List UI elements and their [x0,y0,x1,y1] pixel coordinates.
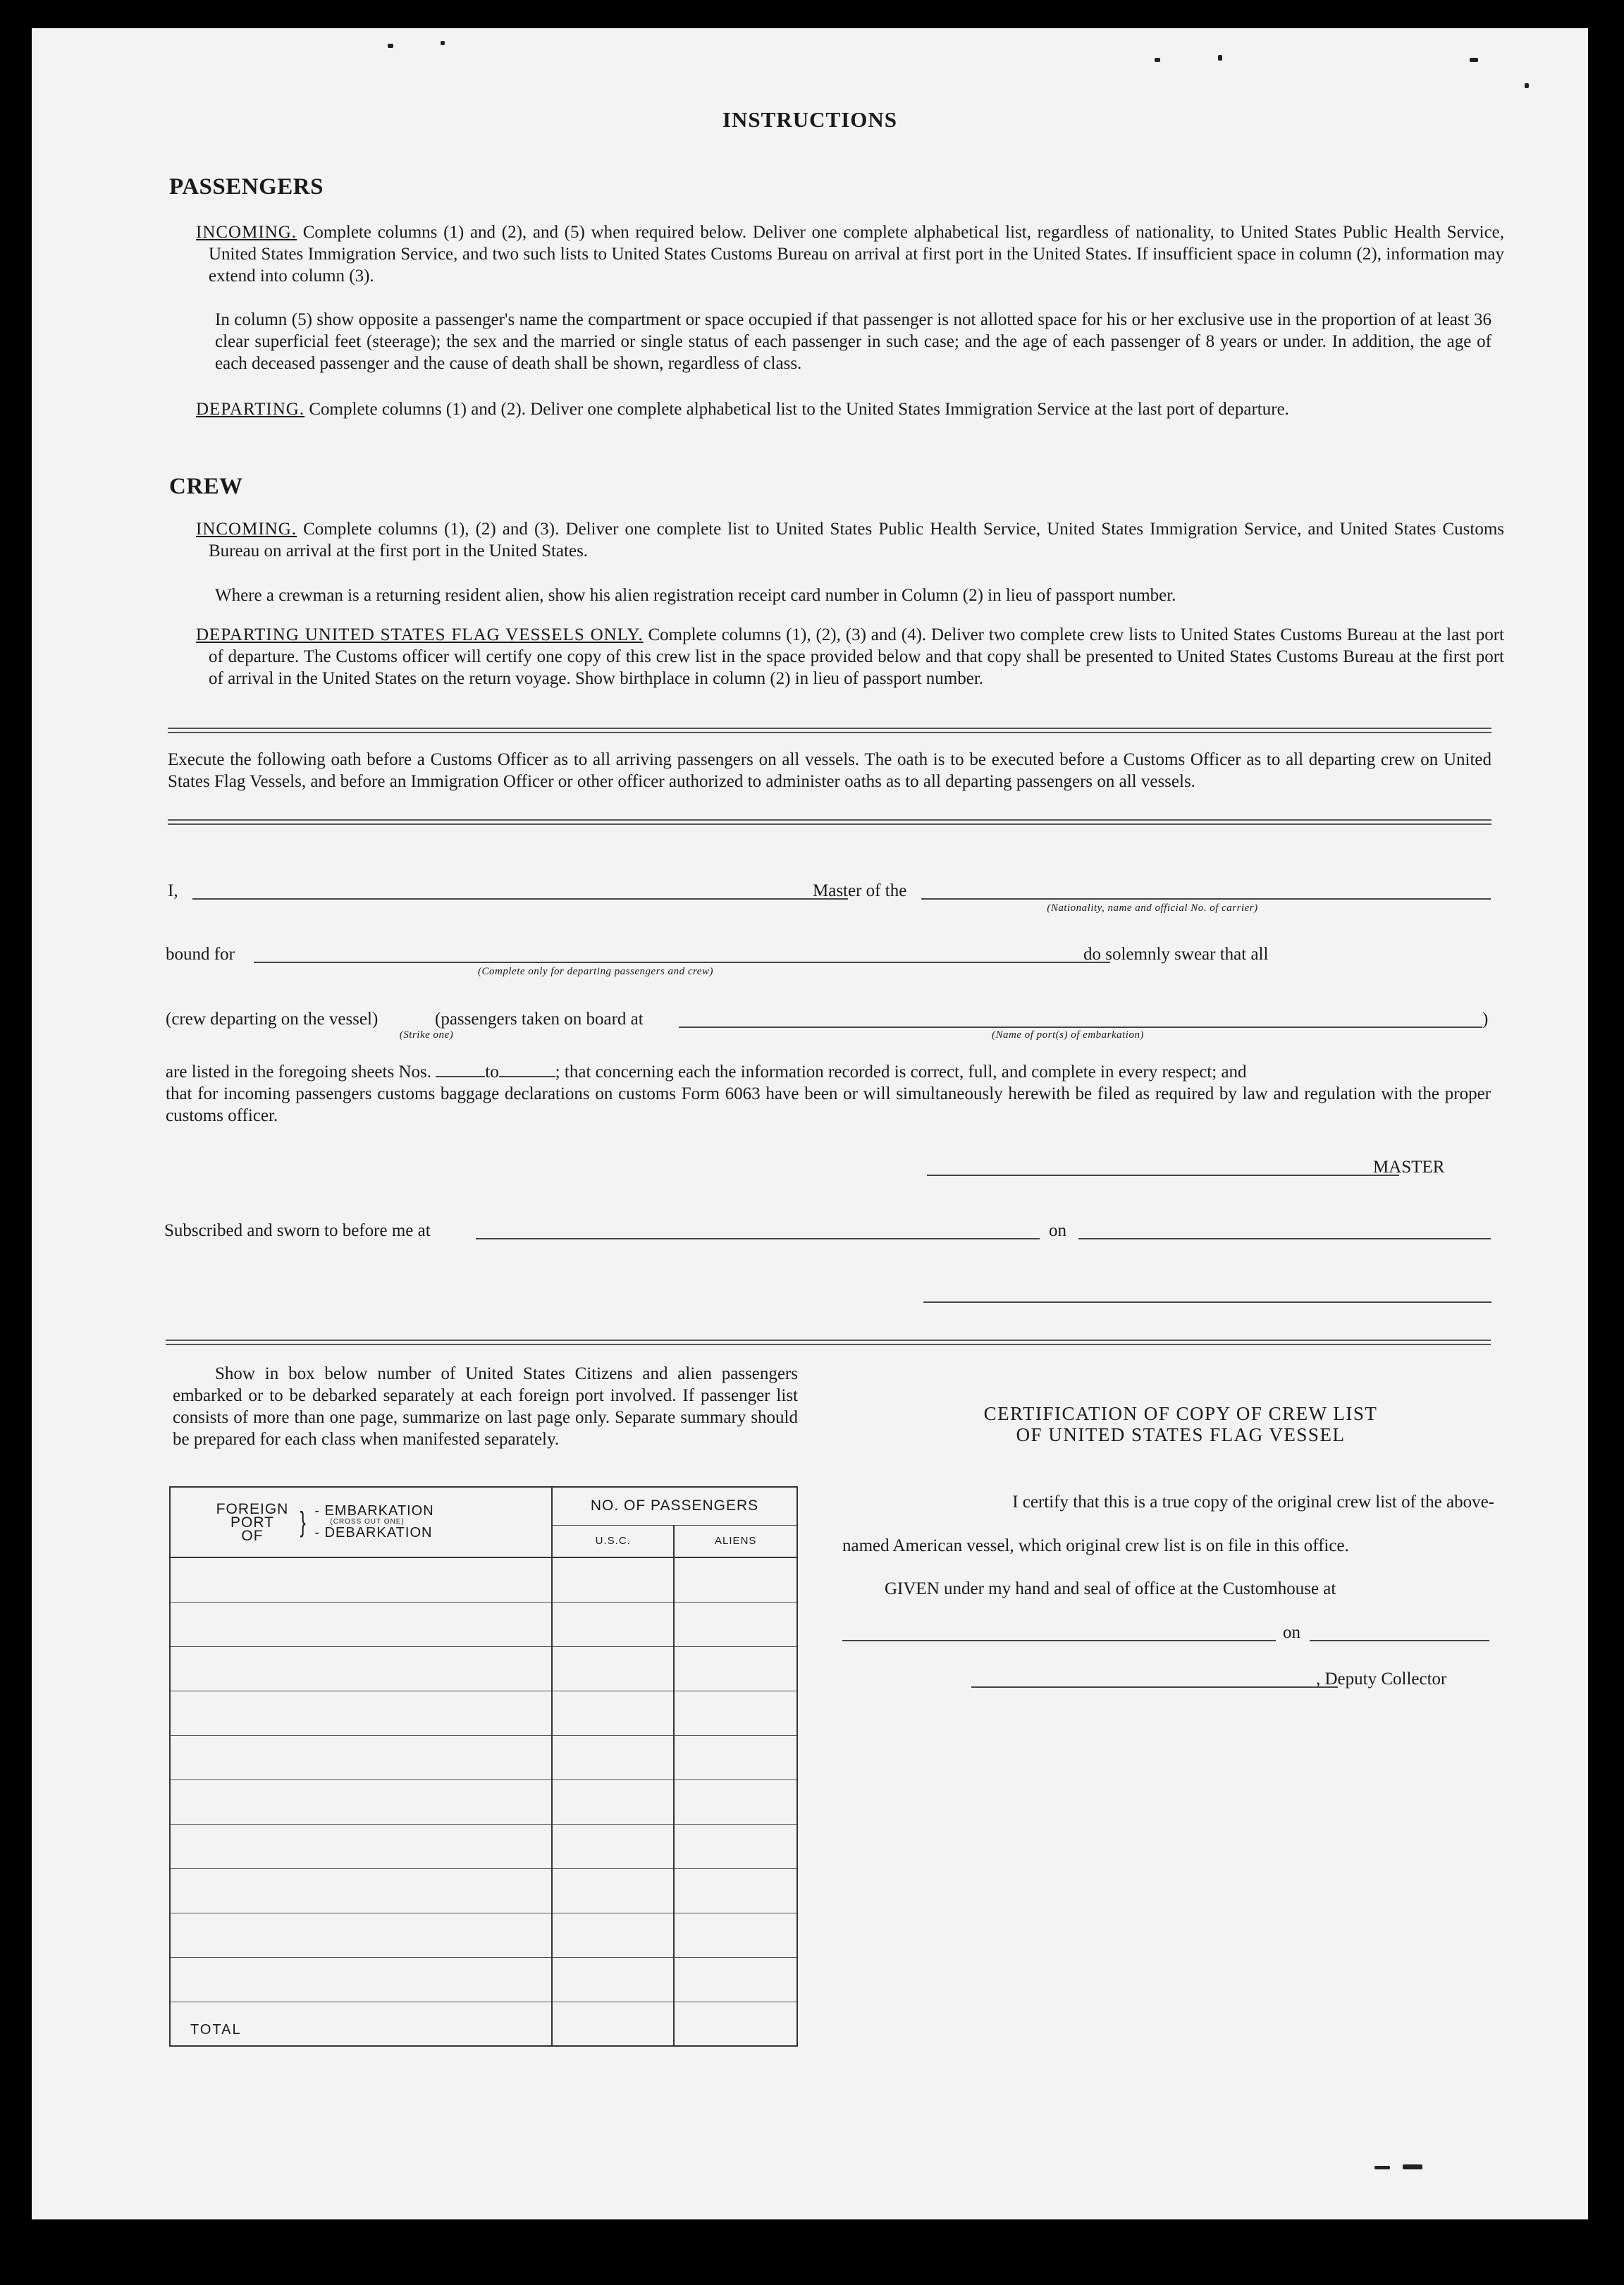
passengers-departing-text: Complete columns (1) and (2). Deliver one complete alphabetical list to the United States Immigration Service at the last port of departure. [309,400,1289,419]
no-of-passengers-header: NO. OF PASSENGERS [552,1487,797,1525]
port-header-cell [170,1487,552,1557]
scan-speck [1403,2164,1422,2169]
scan-speck [441,41,445,45]
listed-line-2: that for incoming passengers customs baggage declarations on customs Form 6063 have been or will simultaneously herewith be filed as required by law and regulation with the proper customs officer. [166,1084,1491,1125]
scan-speck [1218,55,1222,61]
officer-signature-field[interactable] [923,1301,1491,1303]
aliens-cell[interactable] [674,1736,797,1780]
port-cell[interactable] [170,1958,552,2002]
close-paren: ) [1482,1010,1489,1029]
certify-line-1: I certify that this is a true copy of the original crew list of the above- [1012,1493,1494,1512]
usc-header: U.S.C. [552,1525,674,1557]
crew-resident-paragraph: Where a crewman is a returning resident alien, show his alien registration receipt card number in Column (2) in lieu of passport number. [215,586,1176,605]
port-cell[interactable] [170,1736,552,1780]
given-line: GIVEN under my hand and seal of office at the Customhouse at [885,1579,1336,1598]
port-cell[interactable] [170,1603,552,1647]
crew-incoming-text: Complete columns (1), (2) and (3). Deliver one complete list to United States Public Health Service, United States Immigration Service, and United States Customs Bureau on arrival at the first port in the United States. [209,520,1504,560]
usc-cell[interactable] [552,1958,674,2002]
section-divider [168,728,1491,733]
table-row [170,1557,797,1603]
certify-line-2: named American vessel, which original crew list is on file in this office. [842,1536,1349,1555]
cross-out-note: (CROSS OUT ONE) [330,1518,405,1526]
master-of-label: Master of the [813,881,907,900]
carrier-caption: (Nationality, name and official No. of carrier) [1047,902,1258,914]
passengers-departing-label: DEPARTING. [196,400,305,419]
page-title: INSTRUCTIONS [722,107,897,132]
passengers-incoming-label: INCOMING. [196,223,297,242]
aliens-cell[interactable] [674,1603,797,1647]
usc-cell[interactable] [552,1780,674,1825]
bound-for-caption: (Complete only for departing passengers and crew) [478,966,713,977]
listed-prefix: are listed in the foregoing sheets Nos. [166,1062,431,1082]
port-cell[interactable] [170,1825,552,1869]
total-label: TOTAL [170,2002,552,2046]
crew-departing-paragraph [196,624,1504,690]
usc-cell[interactable] [552,1603,674,1647]
master-name-field[interactable] [192,898,848,900]
table-row [170,1647,797,1691]
strike-caption: (Strike one) [399,1029,454,1041]
total-aliens-cell[interactable] [674,2002,797,2046]
passengers-incoming-text: Complete columns (1) and (2), and (5) when required below. Deliver one complete alphabetical list, regardless of nationality, to United States Public Health Service, United States Immigration Service, and two such lists to United States Customs Bureau on arrival at first port in the United States. If insufficient space in column (2), information may extend into column (3). [209,223,1505,286]
sheet-to-field[interactable] [499,1074,555,1077]
section-divider [166,1340,1491,1345]
section-divider [168,819,1491,825]
crew-departing-option[interactable]: (crew departing on the vessel) [166,1010,379,1029]
port-cell[interactable] [170,1780,552,1825]
scan-speck [1155,58,1160,62]
listed-line-1 [166,1061,1491,1083]
port-cell[interactable] [170,1691,552,1736]
crew-departing-label: DEPARTING UNITED STATES FLAG VESSELS ONLY. [196,625,644,644]
table-row [170,1736,797,1780]
port-cell[interactable] [170,1913,552,1958]
passenger-summary-table [169,1486,798,2047]
bound-for-field[interactable] [254,962,1110,963]
foreign-label: FOREIGN [216,1500,289,1517]
usc-cell[interactable] [552,1825,674,1869]
sworn-on-label: on [1049,1221,1066,1240]
usc-cell[interactable] [552,1869,674,1913]
aliens-cell[interactable] [674,1958,797,2002]
table-row [170,1869,797,1913]
embarkation-port-field[interactable] [679,1027,1482,1028]
crew-incoming-label: INCOMING. [196,520,297,539]
usc-cell[interactable] [552,1913,674,1958]
table-row [170,1913,797,1958]
aliens-cell[interactable] [674,1647,797,1691]
port-label: PORT [230,1514,274,1531]
certification-title [863,1403,1498,1445]
crew-departing-text: Complete columns (1), (2), (3) and (4). Deliver two complete crew lists to United States Customs Bureau at the last port of departure. The Customs officer will certify one copy of this crew list in the space provided below and that copy shall be presented to United States Customs Bureau at the first port of arrival in the United States on the return voyage. Show birthplace in column (2) in lieu of passport number. [209,625,1504,688]
table-row [170,1958,797,2002]
scan-speck [1470,58,1478,62]
table-row [170,1603,797,1647]
swear-text: do solemnly swear that all [1083,945,1269,964]
crew-incoming-paragraph [196,518,1504,562]
aliens-cell[interactable] [674,1825,797,1869]
scan-speck [1374,2166,1390,2169]
aliens-cell[interactable] [674,1557,797,1603]
of-label: OF [241,1527,264,1544]
port-cell[interactable] [170,1647,552,1691]
usc-cell[interactable] [552,1691,674,1736]
certification-title-line-2: OF UNITED STATES FLAG VESSEL [1016,1424,1346,1445]
brace-icon: } [300,1507,306,1538]
sworn-date-field[interactable] [1078,1238,1491,1239]
embark-debark-options [314,1505,433,1540]
passengers-boarded-option[interactable]: (passengers taken on board at [435,1010,644,1029]
master-label: MASTER [1373,1158,1445,1177]
usc-cell[interactable] [552,1557,674,1603]
certification-title-line-1: CERTIFICATION OF COPY OF CREW LIST [983,1403,1378,1424]
crew-heading: CREW [169,474,243,499]
aliens-cell[interactable] [674,1913,797,1958]
debarkation-option[interactable]: - DEBARKATION [314,1525,433,1540]
master-signature-field[interactable] [927,1175,1399,1176]
scan-speck [1525,83,1529,88]
port-caption: (Name of port(s) of embarkation) [992,1029,1144,1041]
sheet-from-field[interactable] [436,1074,485,1077]
passengers-heading: PASSENGERS [169,174,324,200]
aliens-cell[interactable] [674,1869,797,1913]
usc-cell[interactable] [552,1647,674,1691]
customhouse-field[interactable] [842,1640,1276,1641]
subscribed-label: Subscribed and sworn to before me at [164,1221,431,1240]
table-row [170,1691,797,1736]
certification-date-field[interactable] [1310,1640,1489,1641]
deputy-collector-label: , Deputy Collector [1316,1670,1447,1689]
certification-on-label: on [1283,1623,1300,1642]
table-row [170,1825,797,1869]
usc-cell[interactable] [552,1736,674,1780]
foreign-port-of-label [214,1502,291,1543]
aliens-cell[interactable] [674,1691,797,1736]
listed-text: ; that concerning each the information recorded is correct, full, and complete in every respect; and [555,1062,1247,1082]
aliens-cell[interactable] [674,1780,797,1825]
total-usc-cell[interactable] [552,2002,674,2046]
aliens-header: ALIENS [674,1525,797,1557]
scan-speck [388,44,393,48]
port-cell[interactable] [170,1869,552,1913]
passengers-incoming-paragraph [196,221,1504,287]
embarkation-option[interactable]: - EMBARKATION [314,1503,434,1519]
carrier-field[interactable] [921,898,1491,900]
summary-instructions: Show in box below number of United States Citizens and alien passengers embarked or to be debarked separately at each foreign port involved. If passenger list consists of more than one page, summarize on last page only. Separate summary should be prepared for each class when manifested separately. [173,1364,798,1449]
bound-for-label: bound for [166,945,235,964]
to-word: to [485,1062,499,1082]
form-sheet [32,28,1588,2219]
deputy-collector-signature-field[interactable] [971,1686,1338,1688]
table-row [170,1780,797,1825]
passengers-departing-paragraph [196,398,1504,420]
passengers-column5-paragraph: In column (5) show opposite a passenger's name the compartment or space occupied if that passenger is not allotted space for his or her exclusive use in the proportion of at least 36 clear superficial feet (steerage); the sex and the married or single status of each passenger in such case; and the age of each passenger of 8 years or under. In addition, the age of each deceased passenger and the cause of death shall be shown, regardless of class. [215,310,1491,373]
sworn-place-field[interactable] [476,1238,1040,1239]
oath-intro: Execute the following oath before a Customs Officer as to all arriving passengers on all vessels. The oath is to be executed before a Customs Officer as to all departing crew on United States Flag Vessels, and before an Immigration Officer or other officer authorized to administer oaths as to all departing passengers on all vessels. [168,750,1491,791]
oath-i-label: I, [168,881,178,900]
port-cell[interactable] [170,1557,552,1603]
